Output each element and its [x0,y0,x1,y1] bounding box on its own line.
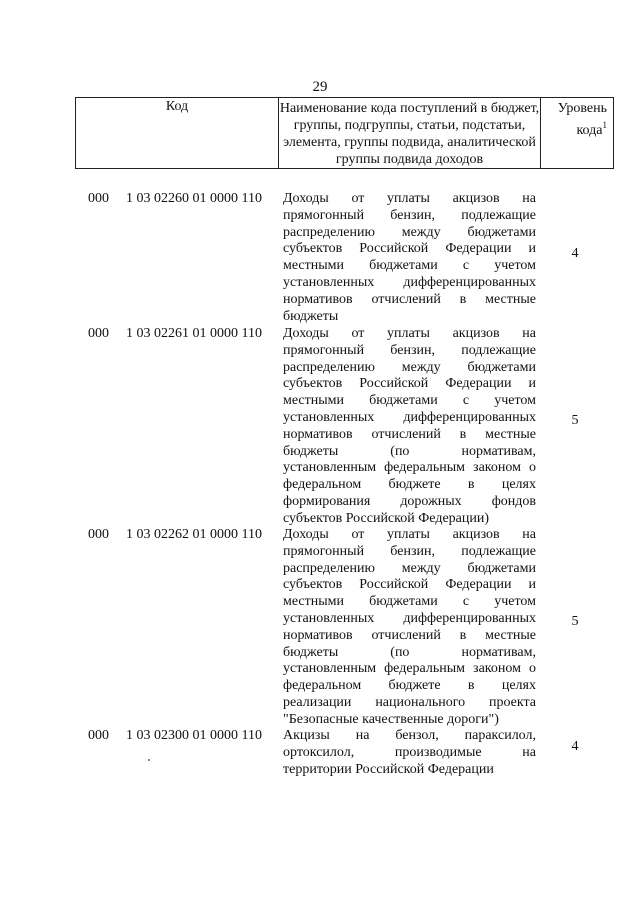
row-level: 5 [571,413,579,428]
row-name-line: бюджеты (по нормативам, [283,443,536,459]
row-name-line: установленных дифференцированных [283,610,536,626]
row-level: 4 [571,246,579,261]
row-name-line: нормативов отчислений в местные [283,291,536,307]
row-name-line: реализации национального проекта [283,694,536,710]
row-name-line: субъектов Российской Федерации) [283,510,490,526]
page-number: 29 [312,79,328,95]
row-name-line: установленных дифференцированных [283,274,536,290]
row-name-line: бюджеты [283,308,339,324]
row-name-line: установленным федеральным законом о [283,661,536,677]
header-level-label: Уровень кода [557,101,607,138]
row-name-line: субъектов Российской Федерации и [283,241,536,257]
row-name [283,191,536,325]
row-level: 5 [571,614,579,629]
row-name-line: нормативов отчислений в местные [283,426,536,442]
row-name-line: распределению между бюджетами [283,224,536,240]
row-level: 4 [571,739,579,754]
row-name-line: нормативов отчислений в местные [283,627,536,643]
row-name-line: Акцизы на бензол, параксилол, [283,728,536,743]
row-name-line: субъектов Российской Федерации и [283,376,536,392]
row-name [283,326,536,528]
scan-speck [148,759,150,761]
row-name-line: распределению между бюджетами [283,560,536,576]
row-name-line: местными бюджетами с учетом [283,594,536,610]
row-name-line: местными бюджетами с учетом [283,258,536,274]
row-name [283,527,536,729]
table-header [75,97,614,169]
row-name-line: "Безопасные качественные дороги") [283,711,499,727]
row-code: 1 03 02260 01 0000 110 [126,191,262,206]
row-name-line: прямогонный бензин, подлежащие [283,342,536,358]
header-code: Код [76,98,279,169]
row-prefix: 000 [88,191,109,206]
header-level-footnote: 1 [602,120,607,130]
row-name-line: установленным федеральным законом о [283,460,536,476]
row-name-line: Доходы от уплаты акцизов на [283,191,536,206]
row-name-line: бюджеты (по нормативам, [283,644,536,660]
row-name-line: территории Российской Федерации [283,761,494,777]
row-name-line: установленных дифференцированных [283,409,536,425]
row-prefix: 000 [88,326,109,341]
row-name-line: прямогонный бензин, подлежащие [283,207,536,223]
row-name-line: Доходы от уплаты акцизов на [283,326,536,341]
row-code: 1 03 02261 01 0000 110 [126,326,262,341]
row-name [283,728,536,778]
row-code: 1 03 02262 01 0000 110 [126,527,262,542]
row-name-line: распределению между бюджетами [283,359,536,375]
row-name-line: федеральном бюджете в целях [283,678,536,694]
header-name: Наименование кода поступлений в бюджет, группы, подгруппы, статьи, подстатьи, элемента, группы подвида, аналитической группы подвида доходов [279,98,541,169]
row-prefix: 000 [88,527,109,542]
row-code: 1 03 02300 01 0000 110 [126,728,262,743]
row-name-line: Доходы от уплаты акцизов на [283,527,536,542]
row-name-line: местными бюджетами с учетом [283,393,536,409]
row-name-line: прямогонный бензин, подлежащие [283,543,536,559]
row-name-line: федеральном бюджете в целях [283,477,536,493]
header-level [541,98,614,169]
row-prefix: 000 [88,728,109,743]
row-name-line: формирования дорожных фондов [283,493,536,509]
row-name-line: ортоксилол, производимые на [283,744,536,760]
row-name-line: субъектов Российской Федерации и [283,577,536,593]
